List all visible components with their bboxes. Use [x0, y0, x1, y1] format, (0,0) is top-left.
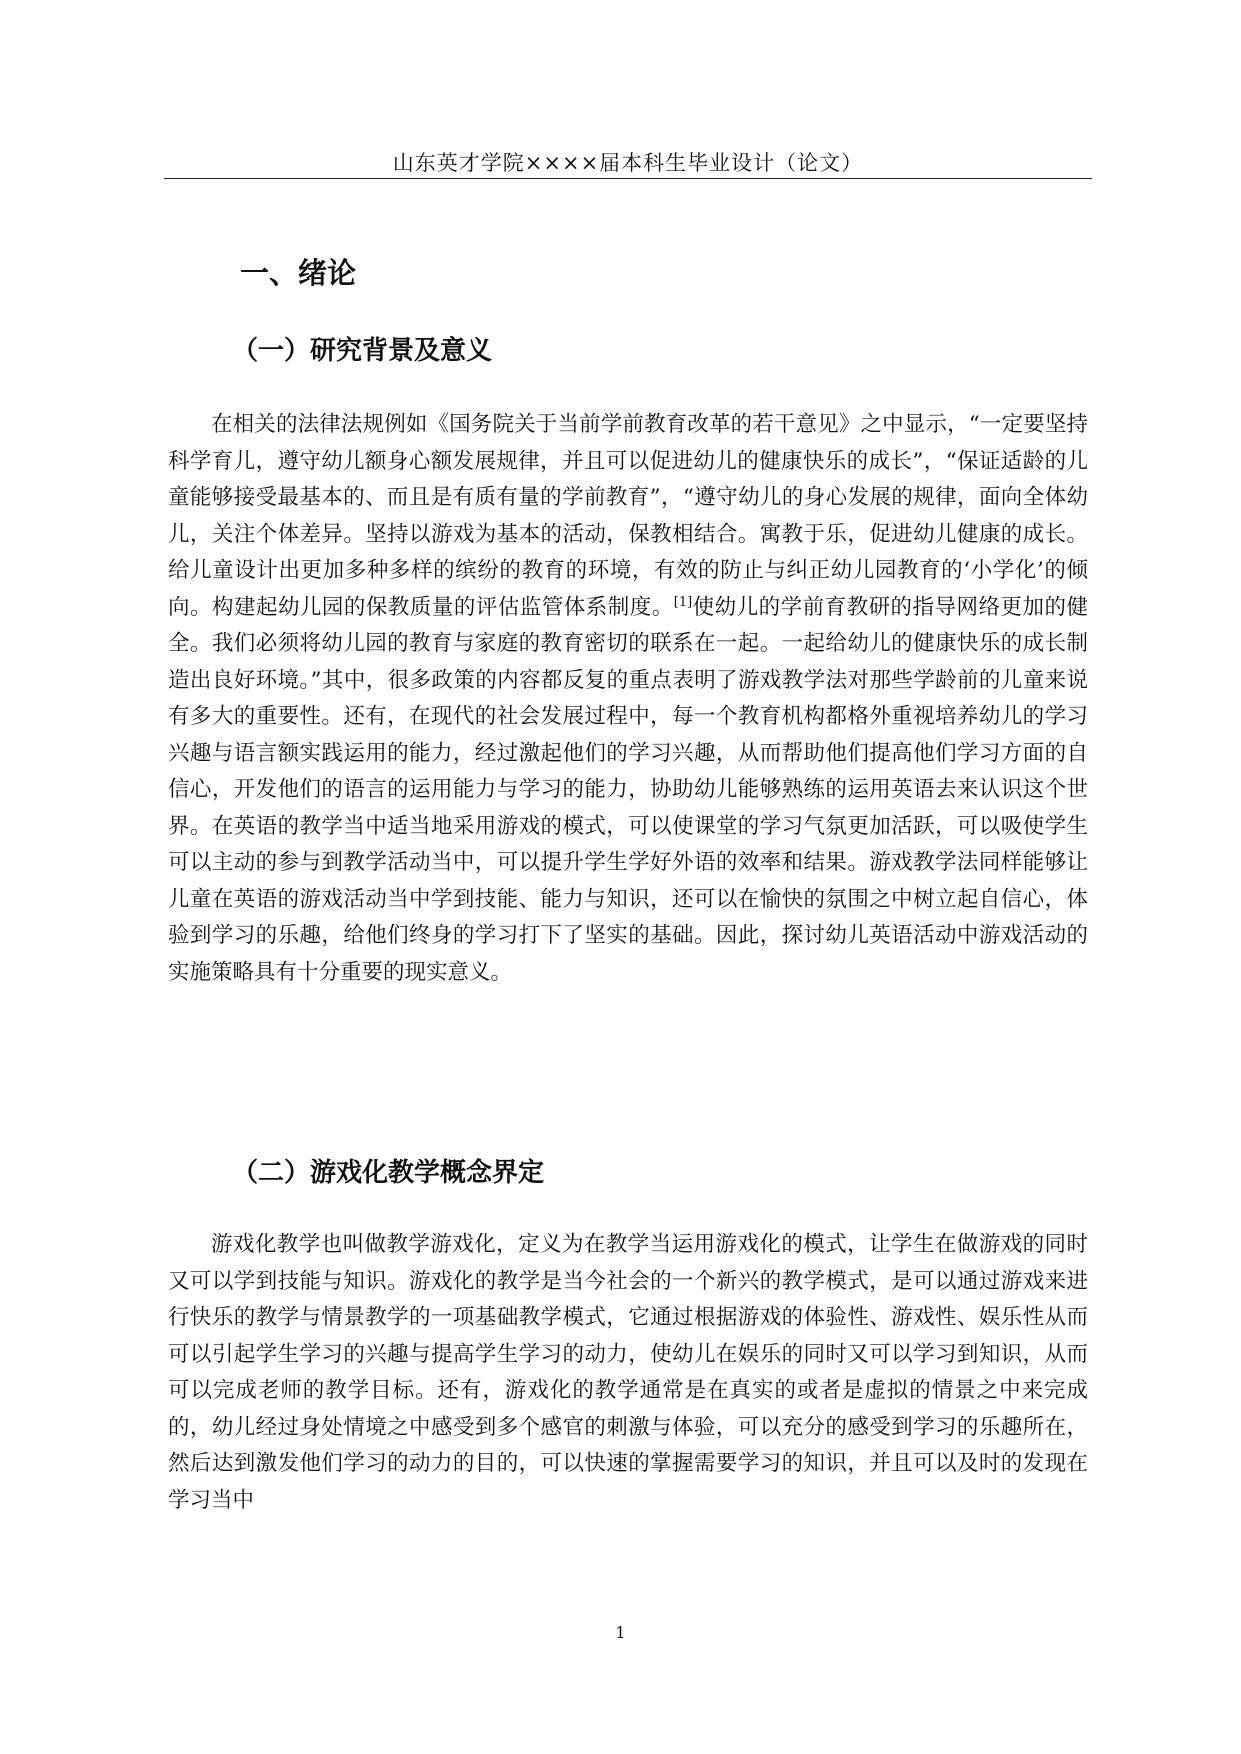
- section-heading-background: （一）研究背景及意义: [232, 336, 493, 366]
- paragraph-background: [168, 407, 1088, 991]
- chapter-title: 一、绪论: [240, 256, 357, 290]
- section-heading-definition: （二）游戏化教学概念界定: [232, 1158, 545, 1188]
- paragraph-definition: 游戏化教学也叫做教学游戏化，定义为在教学当运用游戏化的模式，让学生在做游戏的同时又可以学到技能与知识。游戏化的教学是当今社会的一个新兴的教学模式，是可以通过游戏来进行快乐的教学与情景教学的一项基础教学模式，它通过根据游戏的体验性、游戏性、娱乐性从而可以引起学生学习的兴趣与提高学生学习的动力，使幼儿在娱乐的同时又可以学习到知识，从而可以完成老师的教学目标。还有，游戏化的教学通常是在真实的或者是虚拟的情景之中来完成的，幼儿经过身处情境之中感受到多个感官的刺激与体验，可以充分的感受到学习的乐趣所在，然后达到激发他们学习的动力的目的，可以快速的掌握需要学习的知识，并且可以及时的发现在学习当中: [168, 1232, 1088, 1513]
- header-divider: [164, 178, 1092, 179]
- running-header: 山东英才学院××××届本科生毕业设计（论文）: [392, 151, 864, 175]
- paragraph-text: 使幼儿的学前育教研的指导网络更加的健全。我们必须将幼儿园的教育与家庭的教育密切的联系在一起。一起给幼儿的健康快乐的成长制造出良好环境。”其中，很多政策的内容都反复的重点表明了游戏教学法对那些学龄前的儿童来说有多大的重要性。还有，在现代的社会发展过程中，每一个教育机构都格外重视培养幼儿的学习兴趣与语言额实践运用的能力，经过激起他们的学习兴趣，从而帮助他们提高他们学习方面的自信心，开发他们的语言的运用能力与学习的能力，协助幼儿能够熟练的运用英语去来认识这个世界。在英语的教学当中适当地采用游戏的模式，可以使课堂的学习气氛更加活跃，可以吸使学生可以主动的参与到教学活动当中，可以提升学生学好外语的效率和结果。游戏教学法同样能够让儿童在英语的游戏活动当中学到技能、能力与知识，还可以在愉快的氛围之中树立起自信心，体验到学习的乐趣，给他们终身的学习打下了坚实的基础。因此，探讨幼儿英语活动中游戏活动的实施策略具有十分重要的现实意义。: [168, 594, 1088, 985]
- paragraph-text: 在相关的法律法规例如《国务院关于当前学前教育改革的若干意见》之中显示，“一定要坚持科学育儿，遵守幼儿额身心额发展规律，并且可以促进幼儿的健康快乐的成长”，“保证适龄的儿童能够接受最基本的、而且是有质有量的学前教育”，“遵守幼儿的身心发展的规律，面向全体幼儿，关注个体差异。坚持以游戏为基本的活动，保教相结合。寓教于乐，促进幼儿健康的成长。给儿童设计出更加多种多样的缤纷的教育的环境，有效的防止与纠正幼儿园教育的‘小学化’的倾向。构建起幼儿园的保教质量的评估监管体系制度。: [168, 412, 1088, 620]
- citation-reference: [1]: [673, 594, 693, 610]
- page-number: 1: [615, 1623, 626, 1642]
